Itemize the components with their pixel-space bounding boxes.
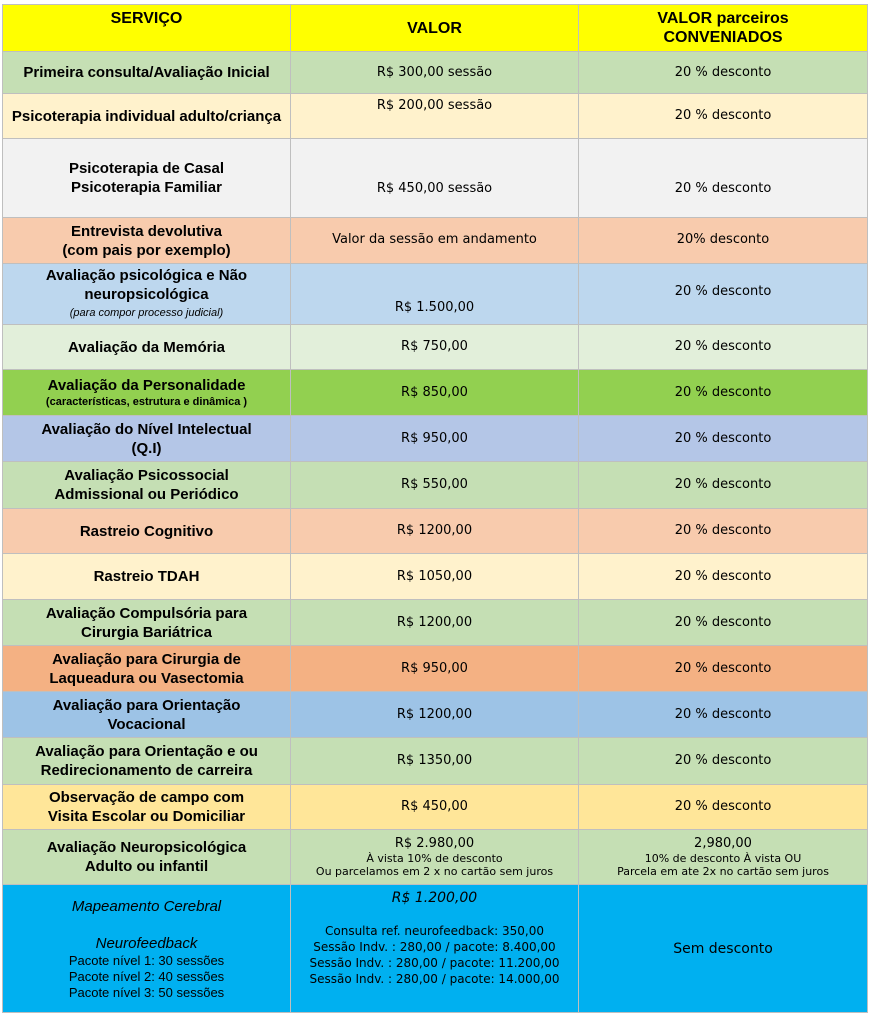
table-row — [3, 218, 868, 264]
discount-main: 2,980,00 — [694, 836, 752, 851]
service-line1: Avaliação psicológica e Não neuropsicológica — [45, 266, 248, 303]
value-sub1: À vista 10% de desconto — [366, 852, 503, 865]
service-cell: Primeira consulta/Avaliação Inicial — [3, 52, 291, 94]
service-line1: Avaliação para Orientação — [52, 696, 241, 714]
value-cell: R$ 1200,00 — [291, 509, 579, 554]
table-row — [3, 830, 868, 885]
service-note: (para compor processo judicial) — [69, 306, 224, 319]
package-item: Pacote nível 3: 50 sessões — [68, 984, 225, 1000]
discount-cell: 20 % desconto — [579, 738, 868, 785]
table-row — [3, 52, 868, 94]
header-parceiros-line2: CONVENIADOS — [663, 29, 783, 46]
discount-cell: 20% desconto — [579, 218, 868, 264]
discount-cell: 20 % desconto — [579, 462, 868, 509]
value-main: R$ 1.200,00 — [391, 890, 478, 906]
discount-cell: 20 % desconto — [579, 139, 868, 218]
service-cell: Psicoterapia individual adulto/criança — [3, 94, 291, 139]
discount-cell: 20 % desconto — [579, 94, 868, 139]
service-cell — [3, 218, 291, 264]
service-line2: Cirurgia Bariátrica — [81, 623, 212, 641]
discount-sub1: 10% de desconto À vista OU — [644, 852, 802, 865]
service-line2: Psicoterapia Familiar — [71, 179, 222, 196]
table-row — [3, 325, 868, 370]
service-cell: Rastreio Cognitivo — [3, 509, 291, 554]
service-cell — [3, 416, 291, 462]
value-cell: R$ 1200,00 — [291, 692, 579, 738]
header-parceiros — [579, 5, 868, 52]
value-cell: R$ 1200,00 — [291, 600, 579, 646]
value-line: Consulta ref. neurofeedback: 350,00 — [325, 924, 544, 938]
service-cell — [3, 139, 291, 218]
header-row — [3, 5, 868, 52]
service-line1: Psicoterapia de Casal — [68, 160, 225, 177]
value-cell: R$ 850,00 — [291, 370, 579, 416]
header-parceiros-line1: VALOR parceiros — [657, 10, 789, 27]
table-row-neurofeedback — [3, 885, 868, 1013]
discount-sub2: Parcela em ate 2x no cartão sem juros — [617, 865, 829, 878]
value-cell: R$ 200,00 sessão — [291, 94, 579, 139]
service-line1: Avaliação do Nível Intelectual — [41, 420, 252, 438]
price-table — [2, 4, 868, 1013]
discount-cell: 20 % desconto — [579, 600, 868, 646]
value-cell: Valor da sessão em andamento — [291, 218, 579, 264]
value-cell: R$ 1050,00 — [291, 554, 579, 600]
value-sub2: Ou parcelamos em 2 x no cartão sem juros — [315, 865, 554, 878]
service-line1: Avaliação da Personalidade — [47, 377, 246, 394]
value-cell: R$ 750,00 — [291, 325, 579, 370]
service-line2: Vocacional — [107, 715, 186, 733]
service-line2: Laqueadura ou Vasectomia — [49, 669, 244, 687]
table-row — [3, 600, 868, 646]
discount-cell: 20 % desconto — [579, 416, 868, 462]
value-cell: R$ 450,00 sessão — [291, 139, 579, 218]
value-cell: R$ 950,00 — [291, 646, 579, 692]
service-cell — [3, 370, 291, 416]
table-row — [3, 554, 868, 600]
service-line2: Redirecionamento de carreira — [40, 762, 253, 779]
value-line: Sessão Indv. : 280,00 / pacote: 8.400,00 — [313, 940, 556, 954]
discount-cell: 20 % desconto — [579, 692, 868, 738]
discount-cell — [579, 830, 868, 885]
value-cell: R$ 550,00 — [291, 462, 579, 509]
service-line2: Visita Escolar ou Domiciliar — [47, 808, 246, 825]
table-row — [3, 692, 868, 738]
discount-cell: Sem desconto — [579, 885, 868, 1013]
service-line1: Observação de campo com — [48, 789, 245, 806]
service-cell — [3, 462, 291, 509]
table-row — [3, 139, 868, 218]
value-cell: R$ 1.500,00 — [291, 264, 579, 325]
service-cell — [3, 264, 291, 325]
package-item: Pacote nível 1: 30 sessões — [68, 952, 225, 968]
service-cell — [3, 600, 291, 646]
value-main: R$ 2.980,00 — [394, 836, 475, 851]
header-servico: SERVIÇO — [3, 5, 291, 52]
service-line1: Avaliação Neuropsicológica — [46, 839, 247, 856]
value-cell — [291, 830, 579, 885]
value-cell: R$ 300,00 sessão — [291, 52, 579, 94]
service-cell — [3, 885, 291, 1013]
table-row — [3, 646, 868, 692]
service-line1: Avaliação para Cirurgia de — [52, 650, 241, 668]
service-note: (características, estrutura e dinâmica ) — [45, 396, 248, 408]
service-cell: Avaliação da Memória — [3, 325, 291, 370]
discount-cell: 20 % desconto — [579, 264, 868, 325]
value-cell — [291, 885, 579, 1013]
value-line: Sessão Indv. : 280,00 / pacote: 14.000,00 — [309, 972, 560, 986]
service-cell — [3, 692, 291, 738]
service-line1: Entrevista devolutiva — [71, 222, 222, 240]
service-line2: Adulto ou infantil — [84, 858, 209, 875]
package-item: Pacote nível 2: 40 sessões — [68, 968, 225, 984]
service-line2: Admissional ou Periódico — [54, 486, 239, 503]
service-cell — [3, 830, 291, 885]
value-cell: R$ 950,00 — [291, 416, 579, 462]
service-cell — [3, 738, 291, 785]
discount-cell: 20 % desconto — [579, 509, 868, 554]
value-cell: R$ 1350,00 — [291, 738, 579, 785]
discount-cell: 20 % desconto — [579, 52, 868, 94]
service-line1: Avaliação para Orientação e ou — [35, 743, 258, 760]
discount-cell: 20 % desconto — [579, 325, 868, 370]
table-row — [3, 264, 868, 325]
value-cell: R$ 450,00 — [291, 785, 579, 830]
table-row — [3, 94, 868, 139]
discount-cell: 20 % desconto — [579, 785, 868, 830]
value-line: Sessão Indv. : 280,00 / pacote: 11.200,00 — [309, 956, 560, 970]
table-row — [3, 509, 868, 554]
service-line2: (com pais por exemplo) — [62, 241, 231, 259]
service-cell — [3, 785, 291, 830]
discount-cell: 20 % desconto — [579, 554, 868, 600]
table-row — [3, 785, 868, 830]
header-valor: VALOR — [291, 5, 579, 52]
service-line2: (Q.I) — [131, 439, 162, 457]
service-line1: Avaliação Compulsória para — [45, 604, 248, 622]
table-row — [3, 738, 868, 785]
discount-cell: 20 % desconto — [579, 370, 868, 416]
table-row — [3, 370, 868, 416]
service-cell: Rastreio TDAH — [3, 554, 291, 600]
service-title2: Neurofeedback — [95, 934, 198, 952]
table-row — [3, 462, 868, 509]
discount-cell: 20 % desconto — [579, 646, 868, 692]
service-title1: Mapeamento Cerebral — [71, 897, 222, 915]
service-cell — [3, 646, 291, 692]
table-row — [3, 416, 868, 462]
service-line1: Avaliação Psicossocial — [64, 467, 229, 484]
